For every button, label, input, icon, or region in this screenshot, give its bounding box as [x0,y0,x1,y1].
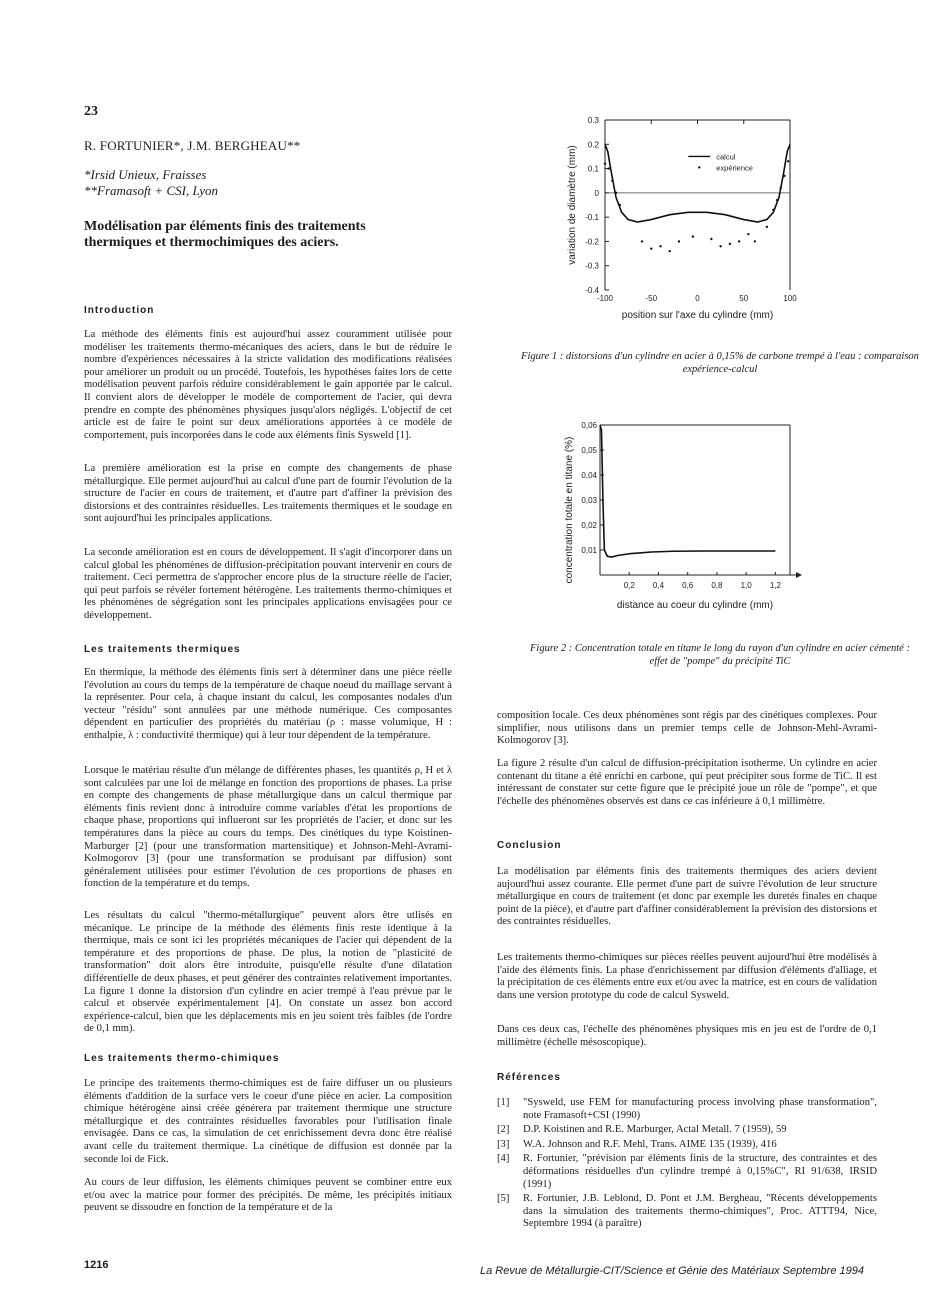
fig1-series-experience-point [608,167,610,169]
thermal-paragraph-3: Les résultats du calcul "thermo-métallurgique" peuvent alors être utlisés en mécanique. Le principe de la méthode des éléments finis reste identique à la thermique, mais ce sont ici les propriétés mécaniques de l'acier qui dépendent de la température et des proportions de phase. De plus, la notion de "plasticité de transformation" doit alors être introduite, puisqu'elle résulte d'une dilatation différentielle de deux phases, et peut générer des contraintes relativement importantes. La figure 1 donne la distorsion d'un cylindre en acier trempé à l'eau prévue par le calcul et observée expérimentalement [4]. On constate un assez bon accord expérience-calcul, bien que les déplacements mis en jeu soient très faibles (de l'ordre de 0,1 mm). [84,910,452,1035]
fig1-y-tick-label: 0.2 [587,140,599,150]
fig2-y-tick-label: 0,04 [581,471,597,480]
intro-paragraph-3: La seconde amélioration est en cours de développement. Il s'agit d'incorporer dans un calcul global les phénomènes de diffusion-précipitation pouvant intervenir en cours de traitement. Ceci permettra de s'approcher encore plus de la structure réelle de l'acier, qui peut parfois se révéler fortement hétérogène. Les traitements thermo-chimiques et les phénomènes de ségrégation sont les principales applications envisagées pour ce développement. [84,547,452,621]
fig1-y-tick-label: 0.3 [587,116,599,125]
fig2-series-line [600,425,775,557]
fig2-x-tick-label: 0,2 [623,581,635,590]
fig1-x-tick-label: 0 [695,294,700,303]
fig1-series-experience-point [710,238,712,240]
fig2-x-tick-label: 1,2 [769,581,781,590]
fig2-y-axis-label: concentration totale en titane (%) [564,436,575,584]
fig1-series-experience-point [738,240,740,242]
references-list [497,1097,877,1233]
fig1-x-tick-label: -100 [596,294,614,303]
conclusion-paragraph-1: La modélisation par éléments finis des traitements thermiques des aciers devient aujourd'hui assez courante. Elle permet d'une part de suivre l'évolution de leur structure métallurgique en cours de traitement (et donc par exemple les duretés finales en chaque point de la pièce), et d'autre part d'affiner considérablement la prévision des distorsions et des contraintes résiduelles. [497,866,877,928]
fig2-x-axis-arrow [796,572,802,578]
page-number: 23 [84,104,98,119]
fig1-y-axis-label: variation de diamètre (mm) [567,145,578,265]
fig2-x-tick-label: 0,6 [682,581,694,590]
figure-1-chart [560,110,890,335]
footer-journal: La Revue de Métallurgie-CIT/Science et Génie des Matériaux Septembre 1994 [480,1265,864,1277]
reference-item: [2] D.P. Koistinen and R.E. Marburger, Actal Metall. 7 (1959), 59 [497,1124,787,1136]
reference-item: [5] R. Fortunier, J.B. Leblond, D. Pont et J.M. Bergheau, "Récents développements dans la simulation des traitements thermo-chimiques", Proc. ATTT94, Nice, Septembre 1994 (à paraître) [497,1193,877,1230]
figure-2-chart [560,415,900,620]
thermochem-paragraph-1: Le principe des traitements thermo-chimiques est de faire diffuser un ou plusieurs éléments d'addition de la surface vers le coeur d'une pièce en acier. La composition chimique hétérogène ainsi créée générera par traitement thermique une structure métallurgique et des contraintes résiduelles favorables pour l'utilisation finale envisagée. Dans ce cas, la simulation de cet enrichissement devra donc être réalisé avant celle du traitement thermique. La cinétique de diffusion est donnée par la seconde loi de Fick. [84,1078,452,1165]
intro-paragraph-1: La méthode des éléments finis est aujourd'hui assez couramment utilisée pour modéliser les traitements thermo-mécaniques des aciers, dans le but de réduire le nombre d'expériences nécessaires à la stricte validation des modifications réalisées pour améliorer un produit ou un procédé. Toutefois, les hypothèses faites lors de cette modélisation peuvent parfois réduire considérablement le gain apportée par le calcul. Il convient alors de développer le modèle de comportement de l'acier, qui devra prendre en compte des phénomènes physiques jusqu'alors négligés. L'objectif de cet article est de faire le point sur deux améliorations apportées à ce modèle de comportement, puis incorporées dans le code aux éléments finis Sysweld [1]. [84,329,452,441]
right-paragraph-1: composition locale. Ces deux phénomènes sont régis par des cinétiques complexes. Pour simplifier, nous utilisons dans un premier temps celle de Johnson-Mehl-Avrami-Kolmogorov [3]. [497,710,877,747]
affiliations [84,167,218,199]
fig1-x-tick-label: 100 [783,294,797,303]
section-heading-introduction: Introduction [84,305,155,316]
fig1-series-experience-point [641,240,643,242]
fig1-y-tick-label: 0.1 [587,164,599,174]
affiliation-2: **Framasoft + CSI, Lyon [84,183,219,198]
fig1-series-experience-point [780,187,782,189]
article-title: Modélisation par éléments finis des traitements thermiques et thermochimiques des aciers. [84,219,366,250]
fig1-series-experience-point [669,250,671,252]
conclusion-paragraph-3: Dans ces deux cas, l'échelle des phénomènes physiques mis en jeu est de l'ordre de 0,1 millimètre (échelle mésoscopique). [497,1024,877,1048]
fig2-plot-group [564,421,802,611]
fig2-x-tick-label: 0,8 [711,581,723,590]
figure-1-caption: Figure 1 : distorsions d'un cylindre en acier à 0,15% de carbone trempé à l'eau : comparaison expérience-calcul [521,351,919,375]
affiliation-1: *Irsid Unieux, Fraisses [84,167,207,182]
fig1-y-tick-label: -0.4 [585,286,599,295]
fig1-x-tick-label: 50 [739,294,749,303]
fig2-x-axis-label: distance au coeur du cylindre (mm) [616,600,774,611]
fig2-y-tick-label: 0,01 [581,546,597,555]
fig1-series-experience-point [678,240,680,242]
fig1-series-experience-point [615,192,617,194]
fig1-y-tick-label: -0.3 [585,261,599,271]
fig2-y-tick-label: 0,03 [581,496,597,505]
fig1-series-experience-point [604,163,606,165]
fig1-series-experience-point [787,160,789,162]
fig1-series-experience-point [650,248,652,250]
conclusion-paragraph-2: Les traitements thermo-chimiques sur pièces réelles peuvent aujourd'hui être modélisés à l'aide des éléments finis. La phase d'enrichissement par diffusion d'éléments d'alliage, et la précipitation de ces éléments entre eux et/ou avec la matrice, est en cours de validation dans une version prototype du code de calcul Sysweld. [497,952,877,1001]
thermal-paragraph-1: En thermique, la méthode des éléments finis sert à déterminer dans une pièce réelle l'évolution au cours du temps de la température de chaque noeud du maillage servant à la représenter. Pour cela, à chaque instant du calcul, les composantes nodales d'un vecteur "résidu" sont annulées par une méthode numérique. Ces composantes dépendent en particulier des propriétés du matériau (ρ : masse volumique, H : enthalpie, λ : conductivité thermique) qui à leur tour dépendent de la température. [84,667,452,741]
fig1-y-tick-label: -0.1 [585,213,599,223]
fig1-x-tick-label: -50 [645,294,658,303]
fig2-x-tick-label: 1,0 [740,581,752,590]
fig1-series-experience-point [766,226,768,228]
footer-page-number: 1216 [84,1259,109,1271]
fig2-y-tick-label: 0,06 [581,421,597,430]
fig1-x-axis-label: position sur l'axe du cylindre (mm) [621,310,774,321]
fig1-series-experience-point [783,175,785,177]
fig2-y-tick-label: 0,02 [581,521,597,530]
right-paragraph-2: La figure 2 résulte d'un calcul de diffusion-précipitation isotherme. Un cylindre en acier contenant du titane a été enrichi en carbone, qui peut précipiter sous forme de TiC. Il est intéressant de constater sur cette figure que le précipité joue un rôle de "pompe", et que l'échelle des phénomènes observés est dans ce cas inférieure à 0,1 millimètre. [497,758,877,807]
fig1-series-experience-point [747,233,749,235]
fig2-x-tick-label: 0,4 [652,581,665,590]
fig1-legend-label-experience: expérience [716,163,753,173]
fig1-series-experience-point [692,235,694,237]
figure-2-caption: Figure 2 : Concentration totale en titane le long du rayon d'un cylindre en acier cémenté : effet de "pompe" du précipité TiC [530,643,910,667]
fig1-series-experience-point [659,245,661,247]
section-heading-thermal: Les traitements thermiques [84,644,241,655]
section-heading-references: Références [497,1072,561,1083]
fig1-series-experience-point [754,240,756,242]
fig2-y-tick-label: 0,05 [581,446,597,455]
reference-item: [3] W.A. Johnson and R.F. Mehl, Trans. AIME 135 (1939), 416 [497,1138,777,1150]
intro-paragraph-2: La première amélioration est la prise en compte des changements de phase métallurgique. Elle permet aujourd'hui au calcul d'une part de fournir l'évolution de la structure de l'acier en cours de traitement, et d'autre part d'affiner la prévision des distorsions et des contraintes résiduelles. Les traitements thermiques et le soudage en sont aujourd'hui les principales applications. [84,463,452,525]
fig1-y-tick-label: 0 [594,188,599,198]
section-heading-conclusion: Conclusion [497,840,562,851]
fig1-series-experience-point [611,180,613,182]
fig1-series-experience-point [776,199,778,201]
fig1-series-experience-point [719,245,721,247]
fig1-series-experience-point [619,204,621,206]
fig1-legend-label-calcul: calcul [716,152,736,162]
authors: R. FORTUNIER*, J.M. BERGHEAU** [84,138,301,153]
reference-item: [1] "Sysweld, use FEM for manufacturing process involving phase transformation", note Framasoft+CSI (1990) [497,1097,877,1121]
fig1-plot-group [567,116,797,321]
fig1-series-experience-point [729,243,731,245]
reference-item: [4] R. Fortunier, "prévision par éléments finis de la structure, des contraintes et des déformations résiduelles d'un cylindre trempé à 0,15%C", RI 91/638, IRSID (1991) [497,1153,877,1190]
section-heading-thermochem: Les traitements thermo-chimiques [84,1053,280,1064]
fig1-legend-marker-experience [698,166,700,168]
thermal-paragraph-2: Lorsque le matériau résulte d'un mélange de différentes phases, les quantités ρ, H et λ sont calculées par une loi de mélange en fonction des proportions de phases. La prise en compte des changements de phase métallurgique dans un calcul thermique par éléments finis revient donc à introduire comme variables d'état les proportions de chaque phase, proportions qui influeront sur les propriétés de l'acier, et donc sur les températures dans la pièce au cours du temps. Des cinétiques du type Koistinen-Marburger [2] (pour une transformation martensitique) et Johnson-Mehl-Avrami-Kolmogorov [3] (pour une transformation se produisant par diffusion) sont généralement utilisées pour estimer l'évolution de ces proportions de phases en fonction de la température et du temps. [84,765,452,890]
fig1-series-experience-point [772,209,774,211]
thermochem-paragraph-2: Au cours de leur diffusion, les éléments chimiques peuvent se combiner entre eux et/ou avec la matrice pour former des précipités. De même, les précipités initiaux peuvent se dissoudre en fonction de la température et de la [84,1177,452,1214]
fig1-y-tick-label: -0.2 [585,237,599,247]
